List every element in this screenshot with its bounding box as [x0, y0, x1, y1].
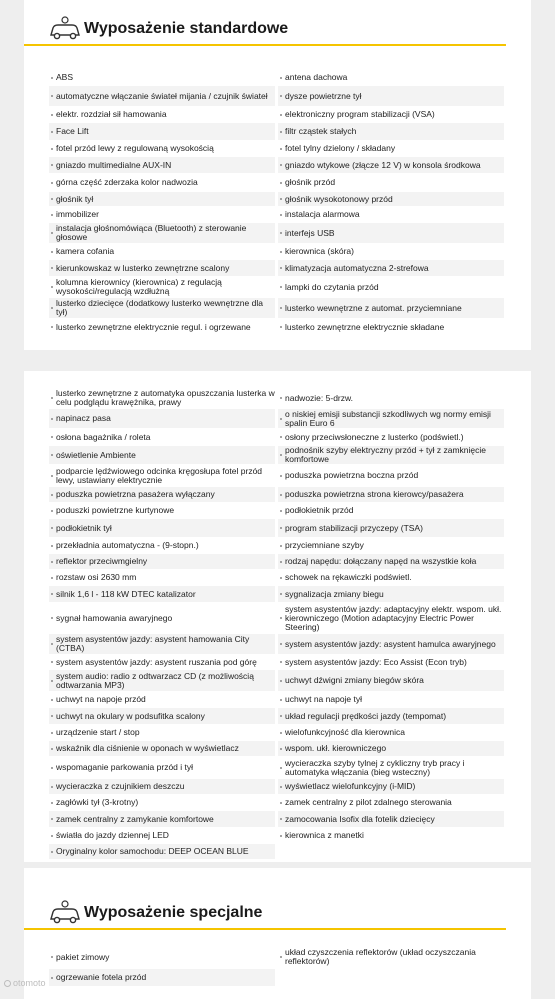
item-label: napinacz pasa: [56, 414, 111, 423]
item-label: wielofunkcyjność dla kierownica: [285, 728, 406, 737]
item-label: rozstaw osi 2630 mm: [56, 573, 137, 582]
item-label: oświetlenie Ambiente: [56, 450, 136, 460]
list-item: [278, 946, 504, 968]
item-label: system asystentów jazdy: asystent hamulca awaryjnego: [285, 639, 496, 649]
item-label: nadwozie: 5-drzw.: [285, 393, 354, 403]
item-label: filtr cząstek stałych: [285, 127, 357, 136]
item-label: uchwyt dźwigni zmiany biegów skóra: [285, 676, 424, 685]
item-label: system audio: radio z odtwarzacz CD (z możliwością odtwarzania MP3): [56, 671, 254, 690]
item-label: poduszka powietrzna strona kierowcy/pasażera: [285, 490, 464, 499]
item-label: przekładnia automatyczna - (9-stopn.): [56, 541, 199, 550]
item-label: Face Lift: [56, 127, 89, 136]
item-label: instalacja głośnomówiąca (Bluetooth) z sterowanie głosowe: [56, 224, 247, 242]
item-label: automatyczne włączanie świateł mijania / czujnik świateł: [56, 91, 268, 101]
item-label: zamek centralny z pilot zdalnego sterowania: [285, 798, 452, 807]
item-label: kierownica z manetki: [285, 831, 364, 840]
item-label: antena dachowa: [285, 73, 348, 82]
bullet-icon: [280, 956, 282, 958]
section-title: Wyposażenie standardowe: [84, 20, 289, 37]
item-label: kierunkowskaz w lusterko zewnętrzne scalony: [56, 263, 230, 273]
item-label: podłokietnik przód: [285, 506, 354, 515]
item-label: program stabilizacji przyczepy (TSA): [285, 523, 423, 533]
item-label: układ regulacji prędkości jazdy (tempomat): [285, 711, 447, 721]
item-label: immobilizer: [56, 210, 99, 219]
item-label: Oryginalny kolor samochodu: DEEP OCEAN BLUE: [56, 847, 249, 856]
item-label: poduszka powietrzna boczna przód: [285, 471, 419, 480]
item-label: wspom. ukł. kierowniczego: [285, 744, 387, 753]
item-label: lusterko zewnętrzne elektrycznie składane: [285, 322, 445, 332]
item-label: dysze powietrzne tył: [285, 91, 362, 101]
item-label: fotel przód lewy z regulowaną wysokością: [56, 144, 214, 153]
item-label: układ czyszczenia reflektorów (układ oczyszczania reflektorów): [285, 948, 476, 966]
watermark-text: otomoto: [13, 978, 46, 988]
item-label: o niskiej emisji substancji szkodliwych wg normy emisji spalin Euro 6: [285, 409, 491, 428]
item-label: wycieraczka szyby tylnej z cykliczny tryb pracy i automatyka włączania (bieg wsteczny): [285, 758, 465, 777]
item-label: poduszki powietrzne kurtynowe: [56, 506, 175, 515]
item-label: ABS: [56, 73, 74, 82]
item-label: podparcie lędźwiowego odcinka kręgosłupa fotel przód lewy, ustawiany elektrycznie: [56, 466, 263, 485]
item-label: kierownica (skóra): [285, 247, 354, 256]
item-label: instalacja alarmowa: [285, 210, 360, 219]
item-label: elektr. rozdział sił hamowania: [56, 110, 167, 119]
item-label: wskaźnik dla ciśnienie w oponach w wyświetlacz: [56, 744, 239, 753]
special-left-column: [49, 0, 275, 999]
item-label: zamocowania Isofix dla fotelik dziecięcy: [285, 814, 435, 824]
bullet-icon: [51, 977, 53, 979]
item-label: uchwyt na napoje tył: [285, 695, 363, 704]
item-label: fotel tylny dzielony / składany: [285, 144, 396, 153]
item-label: wyświetlacz wielofunkcyjny (i-MID): [285, 782, 416, 791]
item-label: osłona bagażnika / roleta: [56, 432, 151, 442]
item-label: sygnalizacja zmiany biegu: [285, 589, 384, 599]
section-title: Wyposażenie specjalne: [84, 904, 263, 921]
item-label: schowek na rękawiczki podświetl.: [285, 573, 412, 582]
item-label: wycieraczka z czujnikiem deszczu: [56, 782, 185, 791]
item-label: uchwyt na napoje przód: [56, 695, 146, 704]
item-label: podłokietnik tył: [56, 523, 112, 533]
item-label: zagłówki tył (3-krotny): [56, 798, 139, 807]
item-label: rodzaj napędu: dołączany napęd na wszystkie koła: [285, 557, 477, 566]
list-item: [49, 969, 275, 986]
item-label: osłony przeciwsłoneczne z lusterko (podświetl.): [285, 432, 464, 442]
item-label: silnik 1,6 l - 118 kW DTEC katalizator: [56, 589, 196, 599]
item-label: podnośnik szyby elektryczny przód + tył z zamknięcie komfortowe: [285, 446, 487, 464]
item-label: poduszka powietrzna pasażera wyłączany: [56, 490, 215, 499]
item-label: lusterko zewnętrzne elektrycznie regul. i ogrzewane: [56, 322, 251, 332]
item-label: kamera cofania: [56, 247, 115, 256]
item-label: pakiet zimowy: [56, 952, 110, 962]
list-item: [49, 946, 275, 968]
item-label: system asystentów jazdy: asystent ruszania pod górę: [56, 657, 257, 667]
item-label: sygnał hamowania awaryjnego: [56, 613, 173, 623]
special-right-column: [278, 0, 504, 999]
item-label: górna część zderzaka kolor nadwozia: [56, 178, 198, 187]
item-label: reflektor przeciwmgielny: [56, 557, 148, 566]
item-label: lusterko wewnętrzne z automat. przyciemniane: [285, 303, 462, 313]
watermark-logo-icon: [4, 980, 11, 987]
item-label: ogrzewanie fotela przód: [56, 973, 147, 982]
bullet-icon: [51, 956, 53, 958]
item-label: kolumna kierownicy (kierownica) z regulacją wysokości/regulacją wzdłużną: [56, 278, 222, 296]
item-label: głośnik przód: [285, 178, 336, 187]
item-label: wspomaganie parkowania przód i tył: [56, 763, 194, 772]
item-label: system asystentów jazdy: asystent hamowania City (CTBA): [56, 635, 250, 653]
watermark: [4, 978, 46, 988]
item-label: uchwyt na okulary w podsufitka scalony: [56, 711, 205, 721]
item-label: lusterko dziecięce (dodatkowy lusterko wewnętrzne dla tył): [56, 299, 263, 317]
item-label: elektroniczny program stabilizacji (VSA): [285, 110, 435, 119]
item-label: głośnik tył: [56, 194, 94, 204]
item-label: światła do jazdy dziennej LED: [56, 831, 169, 840]
item-label: system asystentów jazdy: adaptacyjny elektr. wspom. ukł. kierowniczego (Motion adaptacyjny Electric Power Steering): [285, 604, 502, 632]
item-label: zamek centralny z zamykanie komfortowe: [56, 814, 214, 824]
item-label: lampki do czytania przód: [285, 282, 379, 292]
item-label: lusterko zewnętrzne z automatyka opuszczania lusterka w celu podglądu krawężnika, prawy: [56, 389, 275, 407]
item-label: gniazdo wtykowe (złącze 12 V) w konsola środkowa: [285, 160, 481, 170]
item-label: urządzenie start / stop: [56, 728, 140, 737]
item-label: klimatyzacja automatyczna 2-strefowa: [285, 263, 429, 273]
item-label: interfejs USB: [285, 228, 335, 238]
item-label: system asystentów jazdy: Eco Assist (Econ tryb): [285, 657, 467, 667]
item-label: przyciemniane szyby: [285, 541, 364, 550]
item-label: głośnik wysokotonowy przód: [285, 194, 393, 204]
item-label: gniazdo multimedialne AUX-IN: [56, 160, 172, 170]
